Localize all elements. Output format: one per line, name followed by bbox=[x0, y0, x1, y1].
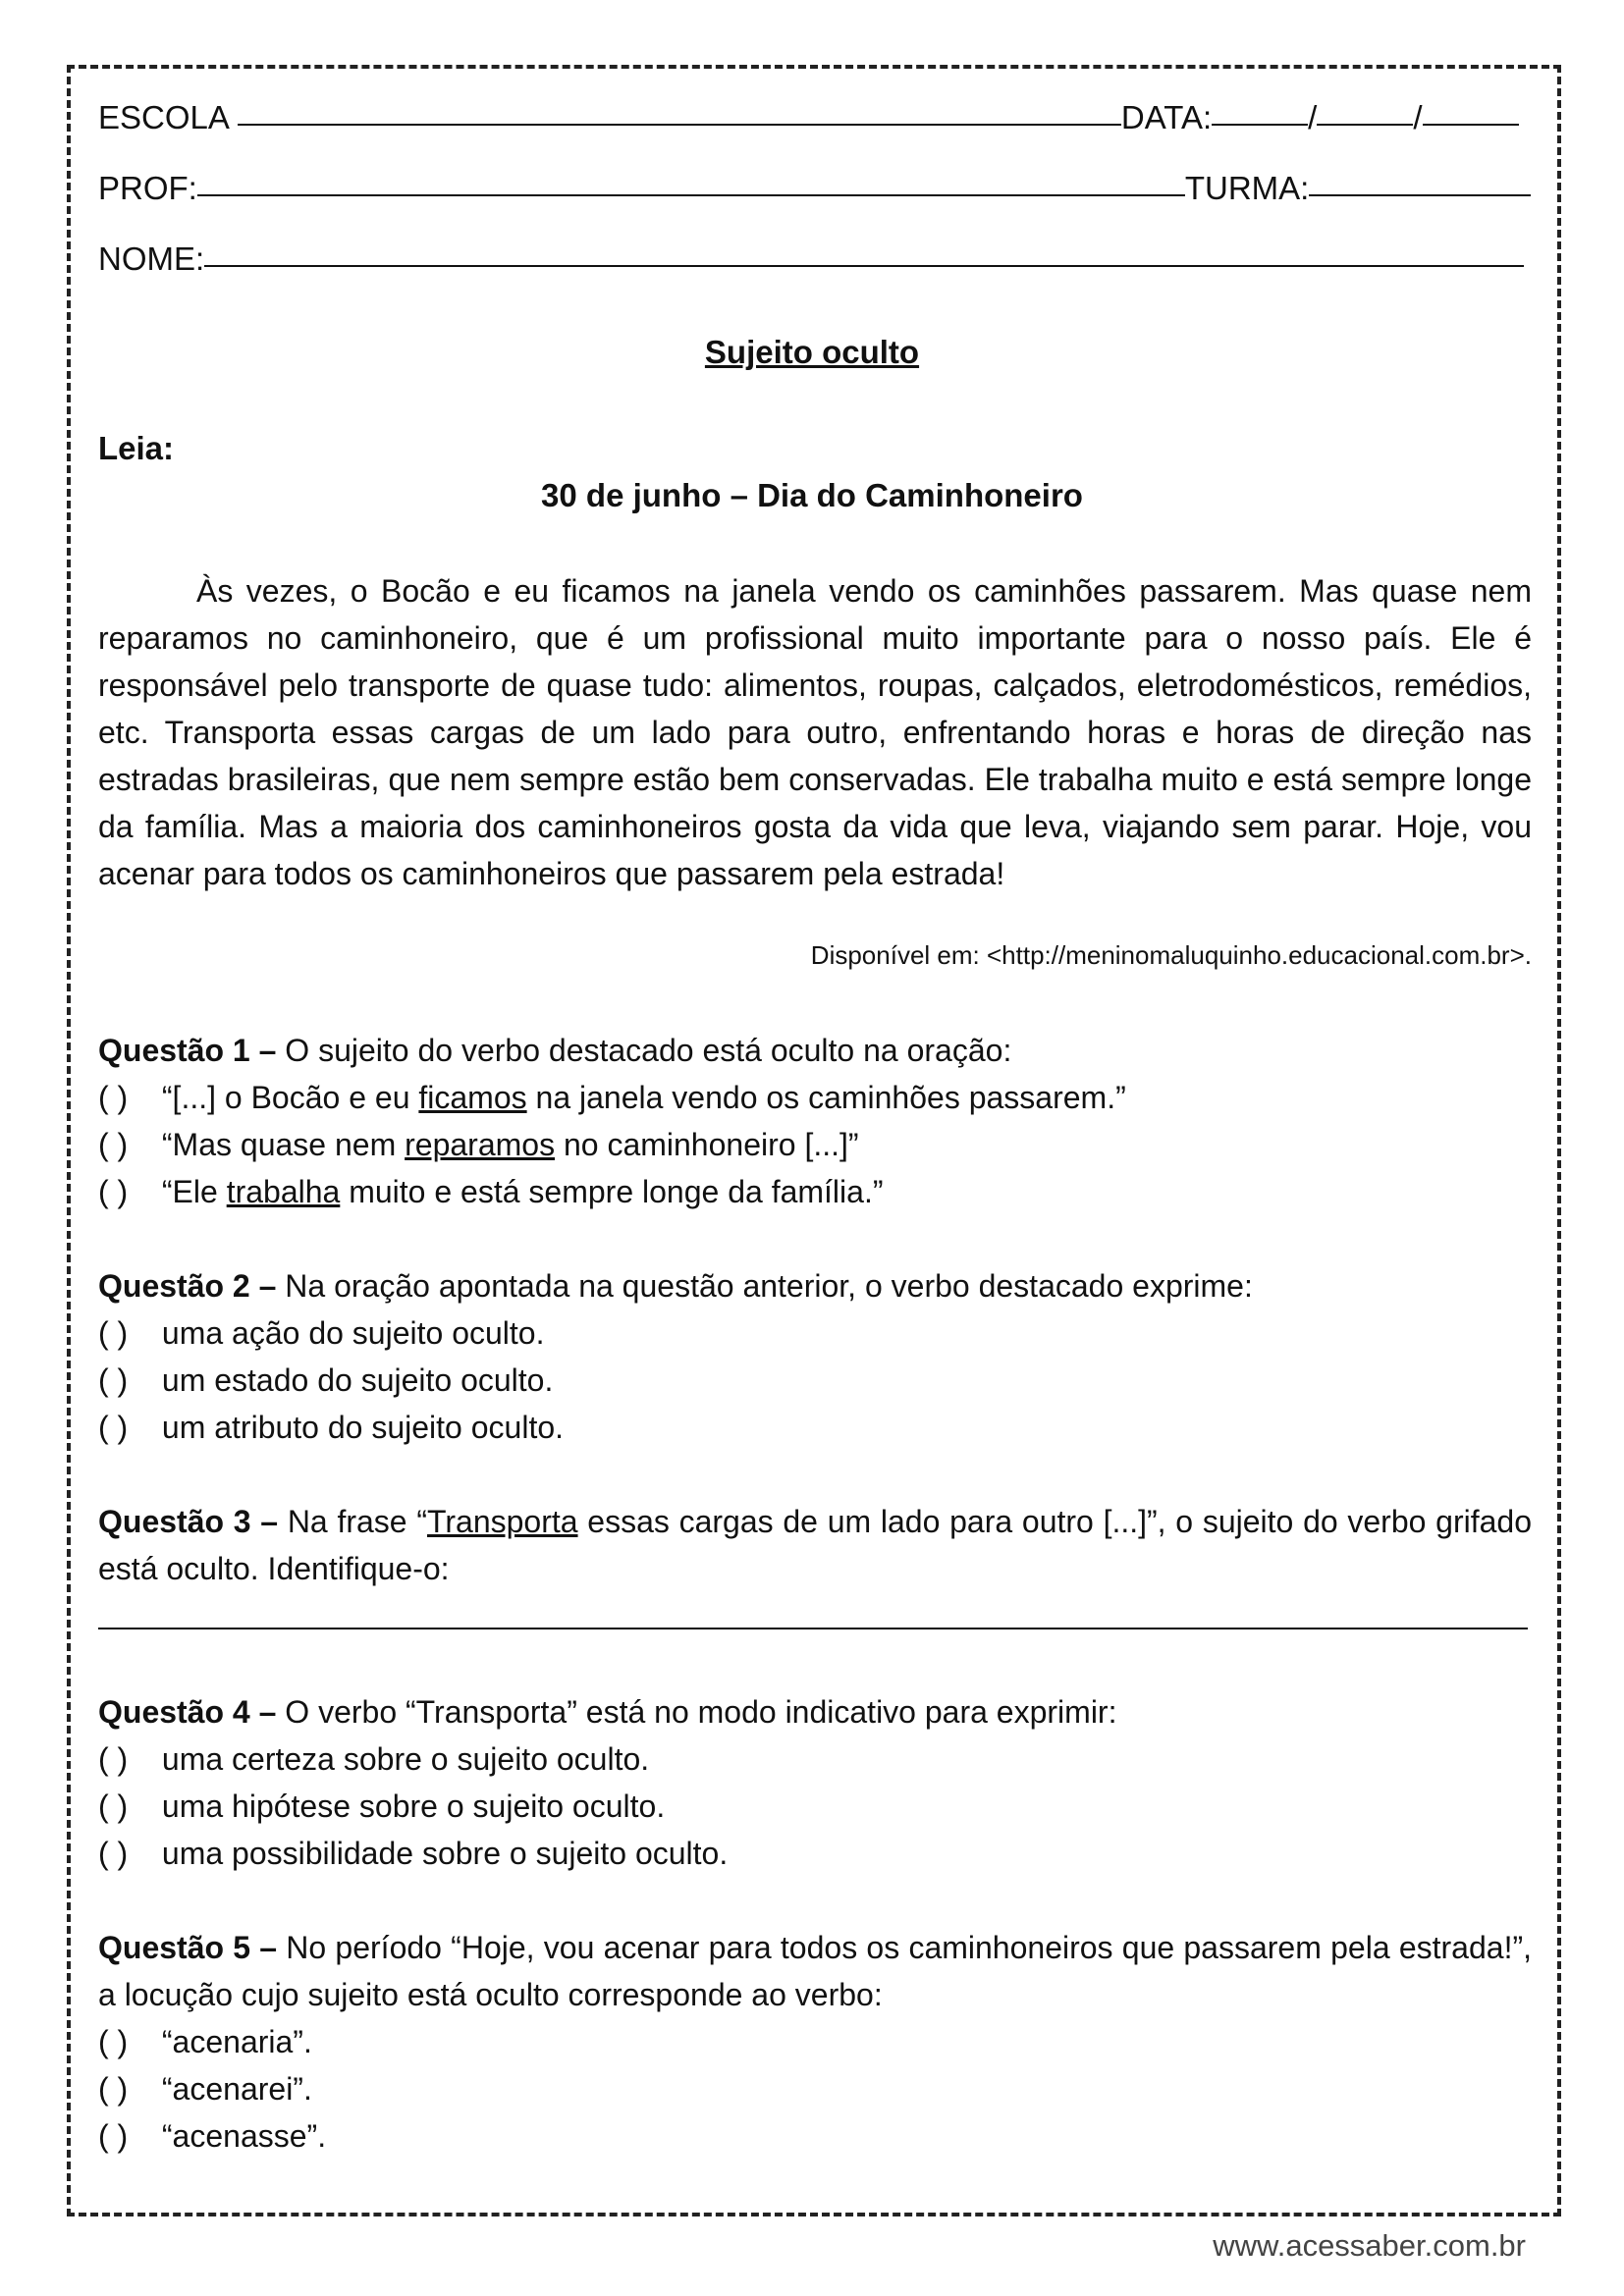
option-text: “Mas quase nem bbox=[153, 1127, 406, 1162]
question-1-option-2[interactable] bbox=[98, 1121, 1532, 1168]
highlighted-verb: Transporta bbox=[427, 1504, 578, 1539]
option-text: “acenarei”. bbox=[153, 2071, 312, 2107]
checkbox-paren[interactable]: ( ) bbox=[98, 1410, 129, 1445]
question-1-statement bbox=[98, 1027, 1532, 1074]
option-text: um estado do sujeito oculto. bbox=[153, 1362, 554, 1398]
source-citation: Disponível em: <http://meninomaluquinho.educacional.com.br>. bbox=[810, 940, 1532, 970]
option-text: “Ele bbox=[153, 1174, 227, 1209]
checkbox-paren[interactable]: ( ) bbox=[98, 1315, 129, 1351]
question-2-option-2[interactable] bbox=[98, 1357, 1532, 1404]
checkbox-paren[interactable]: ( ) bbox=[98, 1174, 129, 1209]
question-3-text: essas cargas de um lado para outro [...]”, o sujeito do verbo grifado está oculto. Identifique-o: bbox=[98, 1504, 1533, 1586]
question-5-option-3[interactable] bbox=[98, 2112, 1532, 2160]
question-2-option-3[interactable] bbox=[98, 1404, 1532, 1451]
checkbox-paren[interactable]: ( ) bbox=[98, 1080, 129, 1115]
option-text: muito e está sempre longe da família.” bbox=[340, 1174, 884, 1209]
question-4-option-3[interactable] bbox=[98, 1830, 1532, 1877]
option-text: uma certeza sobre o sujeito oculto. bbox=[153, 1741, 650, 1777]
question-1-label: Questão 1 – bbox=[98, 1033, 277, 1068]
option-text: um atributo do sujeito oculto. bbox=[153, 1410, 565, 1445]
question-5-label: Questão 5 – bbox=[98, 1930, 278, 1965]
option-text: no caminhoneiro [...]” bbox=[555, 1127, 859, 1162]
highlighted-verb: trabalha bbox=[226, 1174, 341, 1209]
reading-text: Às vezes, o Bocão e eu ficamos na janela vendo os caminhões passarem. Mas quase nem reparamos no caminhoneiro, que é um profissional muito importante para o nosso país. Ele é responsável pelo transporte de quase tudo: alimentos, roupas, calçados, eletrodomésticos, remédios, etc. Transporta essas cargas de um lado para outro, enfrentando horas e horas de direção nas estradas brasileiras, que nem sempre estão bem conservadas. Ele trabalha muito e está sempre longe da família. Mas a maioria dos caminhoneiros gosta da vida que leva, viajando sem parar. Hoje, vou acenar para todos os caminhoneiros que passarem pela estrada! bbox=[98, 573, 1532, 891]
checkbox-paren[interactable]: ( ) bbox=[98, 2118, 129, 2154]
question-3-label: Questão 3 – bbox=[98, 1504, 279, 1539]
question-3-statement bbox=[98, 1498, 1532, 1592]
data-label: DATA: bbox=[1120, 99, 1213, 135]
escola-label: ESCOLA bbox=[98, 99, 230, 135]
question-5 bbox=[98, 1924, 1532, 2160]
nome-label: NOME: bbox=[98, 240, 205, 277]
question-1 bbox=[98, 1027, 1532, 1215]
checkbox-paren[interactable]: ( ) bbox=[98, 1741, 129, 1777]
turma-label: TURMA: bbox=[1184, 170, 1310, 206]
question-2-statement bbox=[98, 1262, 1532, 1309]
question-4-label: Questão 4 – bbox=[98, 1694, 277, 1730]
question-1-option-1[interactable] bbox=[98, 1074, 1532, 1121]
question-5-option-1[interactable] bbox=[98, 2018, 1532, 2065]
option-text: “acenasse”. bbox=[153, 2118, 327, 2154]
question-5-option-2[interactable] bbox=[98, 2065, 1532, 2112]
checkbox-paren[interactable]: ( ) bbox=[98, 1836, 129, 1871]
question-4-option-2[interactable] bbox=[98, 1783, 1532, 1830]
option-text: “acenaria”. bbox=[153, 2024, 312, 2059]
option-text: na janela vendo os caminhões passarem.” bbox=[526, 1080, 1126, 1115]
option-text: “[...] o Bocão e eu bbox=[153, 1080, 419, 1115]
prof-label: PROF: bbox=[98, 170, 197, 206]
option-text: uma possibilidade sobre o sujeito oculto. bbox=[153, 1836, 729, 1871]
question-3-text: Na frase “ bbox=[278, 1504, 427, 1539]
date-sep-2: / bbox=[1413, 99, 1423, 135]
question-2-text: Na oração apontada na questão anterior, o verbo destacado exprime: bbox=[276, 1268, 1253, 1304]
question-3 bbox=[98, 1498, 1532, 1592]
question-5-statement bbox=[98, 1924, 1532, 2018]
checkbox-paren[interactable]: ( ) bbox=[98, 1789, 129, 1824]
date-month-field[interactable] bbox=[1317, 124, 1413, 126]
option-text: uma hipótese sobre o sujeito oculto. bbox=[153, 1789, 666, 1824]
question-5-text: No período “Hoje, vou acenar para todos os caminhoneiros que passarem pela estrada!”, a locução cujo sujeito está oculto corresponde ao verbo: bbox=[98, 1930, 1533, 2012]
question-2 bbox=[98, 1262, 1532, 1451]
prof-row bbox=[98, 169, 1531, 208]
escola-field[interactable] bbox=[238, 124, 1121, 126]
date-year-field[interactable] bbox=[1423, 124, 1519, 126]
question-4-text: O verbo “Transporta” está no modo indicativo para exprimir: bbox=[276, 1694, 1117, 1730]
question-4-option-1[interactable] bbox=[98, 1735, 1532, 1783]
highlighted-verb: ficamos bbox=[418, 1080, 527, 1115]
date-sep-1: / bbox=[1308, 99, 1318, 135]
checkbox-paren[interactable]: ( ) bbox=[98, 2024, 129, 2059]
checkbox-paren[interactable]: ( ) bbox=[98, 1362, 129, 1398]
leia-label: Leia: bbox=[98, 430, 175, 466]
date-day-field[interactable] bbox=[1212, 124, 1308, 126]
prof-field[interactable] bbox=[197, 194, 1185, 196]
question-2-option-1[interactable] bbox=[98, 1309, 1532, 1357]
question-3-answer-line[interactable] bbox=[98, 1628, 1528, 1629]
turma-field[interactable] bbox=[1309, 194, 1531, 196]
highlighted-verb: reparamos bbox=[405, 1127, 556, 1162]
question-4-statement bbox=[98, 1688, 1532, 1735]
question-2-label: Questão 2 – bbox=[98, 1268, 277, 1304]
option-text: uma ação do sujeito oculto. bbox=[153, 1315, 545, 1351]
question-4 bbox=[98, 1688, 1532, 1877]
checkbox-paren[interactable]: ( ) bbox=[98, 2071, 129, 2107]
checkbox-paren[interactable]: ( ) bbox=[98, 1127, 129, 1162]
question-1-option-3[interactable] bbox=[98, 1168, 1532, 1215]
escola-row bbox=[98, 98, 1519, 137]
footer-url: www.acessaber.com.br bbox=[1213, 2228, 1526, 2263]
worksheet-title: Sujeito oculto bbox=[704, 334, 920, 370]
question-1-text: O sujeito do verbo destacado está oculto na oração: bbox=[276, 1033, 1012, 1068]
text-title: 30 de junho – Dia do Caminhoneiro bbox=[541, 477, 1083, 513]
nome-row bbox=[98, 240, 1524, 279]
nome-field[interactable] bbox=[204, 265, 1524, 267]
